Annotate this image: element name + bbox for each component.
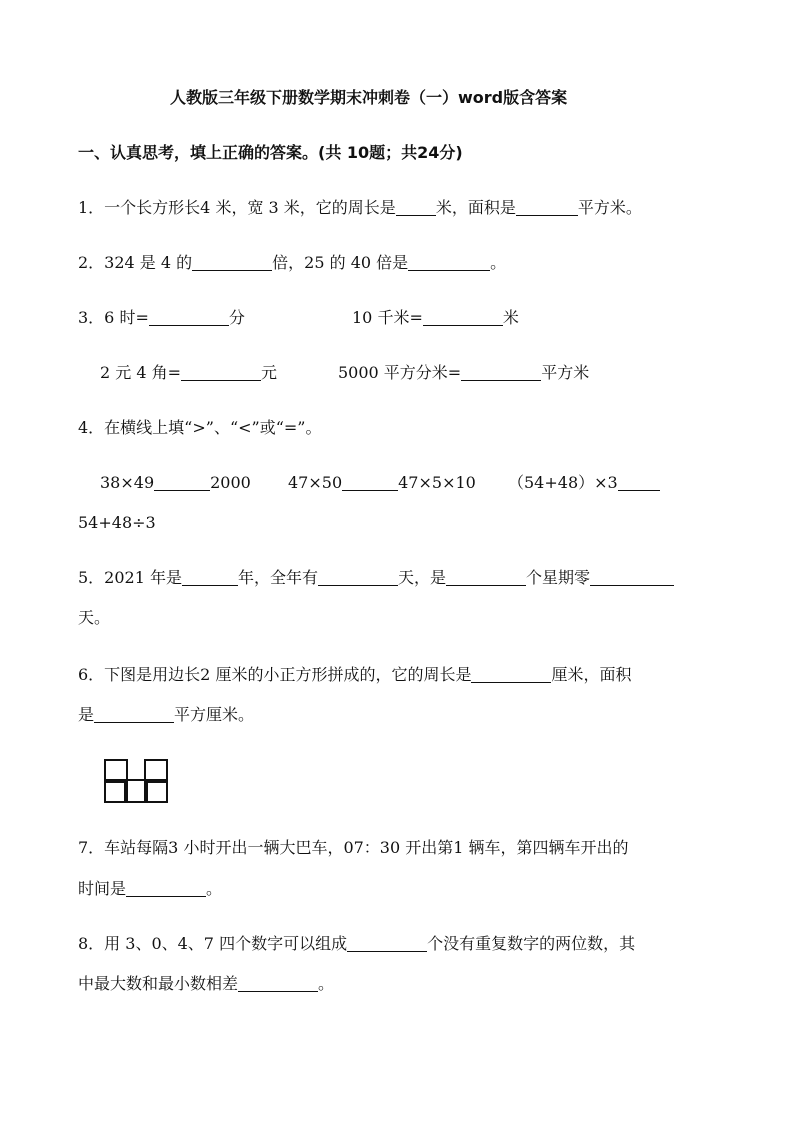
q4-blank-1[interactable]	[154, 474, 210, 491]
q8-blank-difference[interactable]	[238, 975, 318, 992]
q5-blank-days[interactable]	[318, 569, 398, 586]
q5-blank-year[interactable]	[182, 569, 238, 586]
q4-expr1-right: 2000	[210, 473, 251, 492]
q5-text-b: 年，全年有	[238, 568, 319, 587]
q1-text-c: 平方米。	[577, 198, 642, 217]
q6-blank-area[interactable]	[94, 706, 174, 723]
q2-text-a: 2．324 是 4 的	[78, 253, 193, 272]
question-3-row2-left	[100, 363, 277, 383]
q1-blank-area[interactable]	[516, 199, 578, 216]
square-bottom-right	[144, 779, 168, 803]
q3-text-yuan: 2 元 4 角=	[100, 363, 182, 382]
q5-blank-extra-days[interactable]	[590, 569, 674, 586]
q8-text-a: 8．用 3、0、4、7 四个数字可以组成	[78, 934, 348, 953]
page-title: 人教版三年级下册数学期末冲刺卷（一）word版含答案	[170, 88, 568, 107]
question-3-row1-left	[78, 308, 245, 328]
question-4-expr-3-cont: 54+48÷3	[78, 513, 156, 532]
squares-figure	[104, 759, 166, 803]
q6-text-a: 6．下图是用边长2 厘米的小正方形拼成的，它的周长是	[78, 665, 472, 684]
question-7: 7．车站每隔3 小时开出一辆大巴车，07：30 开出第1 辆车，第四辆车开出的	[78, 838, 629, 857]
q5-text-d: 个星期零	[526, 568, 591, 587]
q3-unit-meters: 米	[502, 308, 519, 327]
question-6-cont	[78, 705, 254, 725]
question-4-expr-2	[288, 473, 476, 493]
q7-text-b: 时间是	[78, 879, 127, 898]
q8-text-b: 个没有重复数字的两位数，其	[427, 934, 636, 953]
question-4-expr-3	[508, 473, 660, 493]
q3-unit-minutes: 分	[228, 308, 245, 327]
q1-blank-perimeter[interactable]	[396, 199, 436, 216]
q6-text-d: 平方厘米。	[174, 705, 255, 724]
q2-text-b: 倍，25 的 40 倍是	[272, 253, 409, 272]
question-5	[78, 568, 674, 588]
q2-blank-1[interactable]	[192, 254, 272, 271]
q3-unit-sqm: 平方米	[541, 363, 590, 382]
question-1	[78, 198, 642, 218]
q3-blank-minutes[interactable]	[149, 309, 229, 326]
q4-blank-2[interactable]	[342, 474, 398, 491]
q6-text-c: 是	[78, 705, 95, 724]
question-7-cont	[78, 879, 222, 899]
q6-blank-perimeter[interactable]	[471, 666, 551, 683]
q4-expr2-right: 47×5×10	[398, 473, 476, 492]
q7-blank-time[interactable]	[126, 880, 206, 897]
q3-unit-yuan: 元	[261, 363, 278, 382]
q2-text-c: 。	[490, 253, 507, 272]
q5-text-c: 天，是	[398, 568, 447, 587]
q3-blank-sqm[interactable]	[461, 364, 541, 381]
question-2	[78, 253, 506, 273]
section-heading: 一、认真思考，填上正确的答案。(共 10题；共24分)	[78, 143, 463, 162]
question-8	[78, 934, 635, 954]
q1-text-b: 米，面积是	[435, 198, 516, 217]
q3-blank-meters[interactable]	[423, 309, 503, 326]
question-4-expr-1	[100, 473, 251, 493]
q8-text-c: 中最大数和最小数相差	[78, 974, 239, 993]
question-4-stem: 4．在横线上填“>”、“<”或“=”。	[78, 418, 322, 437]
q6-text-b: 厘米，面积	[551, 665, 632, 684]
q4-expr2-left: 47×50	[288, 473, 343, 492]
q8-blank-count[interactable]	[347, 935, 427, 952]
q3-text-sqdm: 5000 平方分米=	[338, 363, 462, 382]
q7-text-c: 。	[206, 879, 223, 898]
q4-expr1-left: 38×49	[100, 473, 155, 492]
q1-text-a: 1．一个长方形长4 米，宽 3 米，它的周长是	[78, 198, 396, 217]
q4-blank-3[interactable]	[618, 474, 660, 491]
q3-text-hours: 3．6 时=	[78, 308, 149, 327]
q3-blank-yuan[interactable]	[181, 364, 261, 381]
q8-text-d: 。	[318, 974, 335, 993]
question-8-cont	[78, 974, 334, 994]
question-6	[78, 665, 631, 685]
question-3-row1-right	[352, 308, 519, 328]
q5-text-a: 5．2021 年是	[78, 568, 182, 587]
q5-blank-weeks[interactable]	[446, 569, 526, 586]
q3-text-km: 10 千米=	[352, 308, 423, 327]
q4-expr3-left: （54+48）×3	[508, 473, 618, 492]
q2-blank-2[interactable]	[408, 254, 490, 271]
question-3-row2-right	[338, 363, 589, 383]
question-5-cont: 天。	[78, 608, 111, 627]
